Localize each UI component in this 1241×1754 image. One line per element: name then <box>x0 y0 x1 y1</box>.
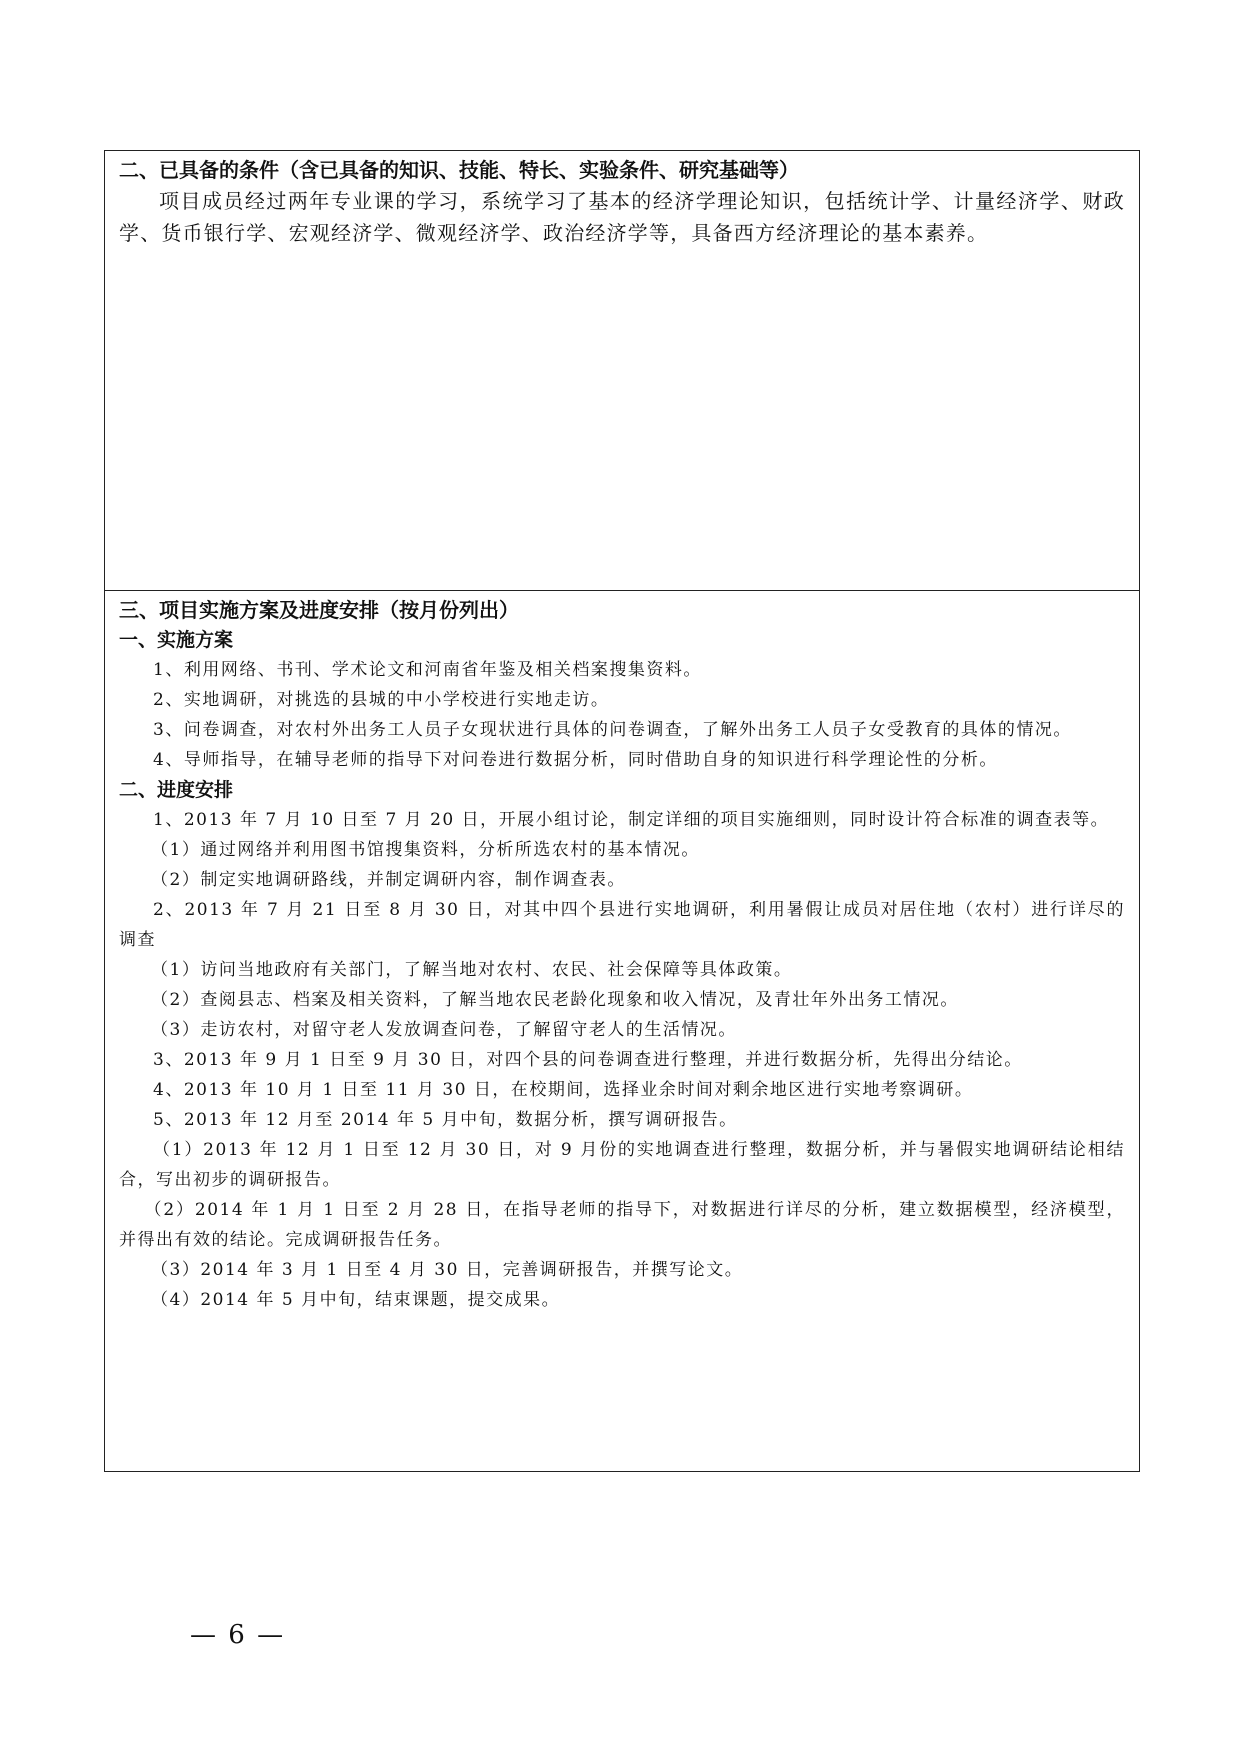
schedule-item: 1、2013 年 7 月 10 日至 7 月 20 日，开展小组讨论，制定详细的项目实施细则，同时设计符合标准的调查表等。 <box>153 810 1110 830</box>
schedule-subitem: （3）走访农村，对留守老人发放调查问卷，了解留守老人的生活情况。 <box>151 1020 737 1040</box>
schedule-subitem: （2）2014 年 1 月 1 日至 2 月 28 日，在指导老师的指导下，对数据进行详尽的分析，建立数据模型，经济模型，并得出有效的结论。完成调研报告任务。 <box>119 1200 1125 1250</box>
conditions-heading: 二、已具备的条件（含已具备的知识、技能、特长、实验条件、研究基础等） <box>119 158 799 182</box>
schedule-subitem: （2）查阅县志、档案及相关资料，了解当地农民老龄化现象和收入情况，及青壮年外出务工情况。 <box>151 990 959 1010</box>
schedule-subitem: （1）2013 年 12 月 1 日至 12 月 30 日，对 9 月份的实地调查进行整理，数据分析，并与暑假实地调研结论相结合，写出初步的调研报告。 <box>119 1140 1125 1190</box>
plan-item-4: 4、导师指导，在辅导老师的指导下对问卷进行数据分析，同时借助自身的知识进行科学理论性的分析。 <box>153 750 998 770</box>
plan-item-2: 2、实地调研，对挑选的县城的中小学校进行实地走访。 <box>153 690 610 710</box>
schedule-item: 5、2013 年 12 月至 2014 年 5 月中旬，数据分析，撰写调研报告。 <box>153 1110 738 1130</box>
schedule-subitem: （3）2014 年 3 月 1 日至 4 月 30 日，完善调研报告，并撰写论文。 <box>151 1260 744 1280</box>
application-form-table <box>104 150 1140 1472</box>
schedule-subitem: （1）访问当地政府有关部门，了解当地对农村、农民、社会保障等具体政策。 <box>151 960 793 980</box>
schedule-subitem: （1）通过网络并利用图书馆搜集资料，分析所选农村的基本情况。 <box>151 840 700 860</box>
plan-item-3: 3、问卷调查，对农村外出务工人员子女现状进行具体的问卷调查，了解外出务工人员子女受教育的具体的情况。 <box>153 720 1072 740</box>
implementation-subheading: 一、实施方案 <box>119 629 234 651</box>
conditions-body: 项目成员经过两年专业课的学习，系统学习了基本的经济学理论知识，包括统计学、计量经济学、财政学、货币银行学、宏观经济学、微观经济学、政治经济学等，具备西方经济理论的基本素养。 <box>119 189 1125 245</box>
schedule-subitem: （4）2014 年 5 月中旬，结束课题，提交成果。 <box>151 1290 561 1310</box>
plan-section-heading: 三、项目实施方案及进度安排（按月份列出） <box>119 598 519 622</box>
schedule-item: 4、2013 年 10 月 1 日至 11 月 30 日，在校期间，选择业余时间对剩余地区进行实地考察调研。 <box>153 1080 974 1100</box>
schedule-subitem: （2）制定实地调研路线，并制定调研内容，制作调查表。 <box>151 870 626 890</box>
schedule-item: 3、2013 年 9 月 1 日至 9 月 30 日，对四个县的问卷调查进行整理，并进行数据分析，先得出分结论。 <box>153 1050 1023 1070</box>
conditions-cell <box>105 151 1139 591</box>
schedule-item: 2、2013 年 7 月 21 日至 8 月 30 日，对其中四个县进行实地调研，利用暑假让成员对居住地（农村）进行详尽的调查 <box>119 900 1125 950</box>
page-number: — 6 — <box>190 1620 286 1650</box>
implementation-plan-cell <box>105 591 1139 1471</box>
schedule-subheading: 二、进度安排 <box>119 779 234 801</box>
plan-item-1: 1、利用网络、书刊、学术论文和河南省年鉴及相关档案搜集资料。 <box>153 660 702 680</box>
